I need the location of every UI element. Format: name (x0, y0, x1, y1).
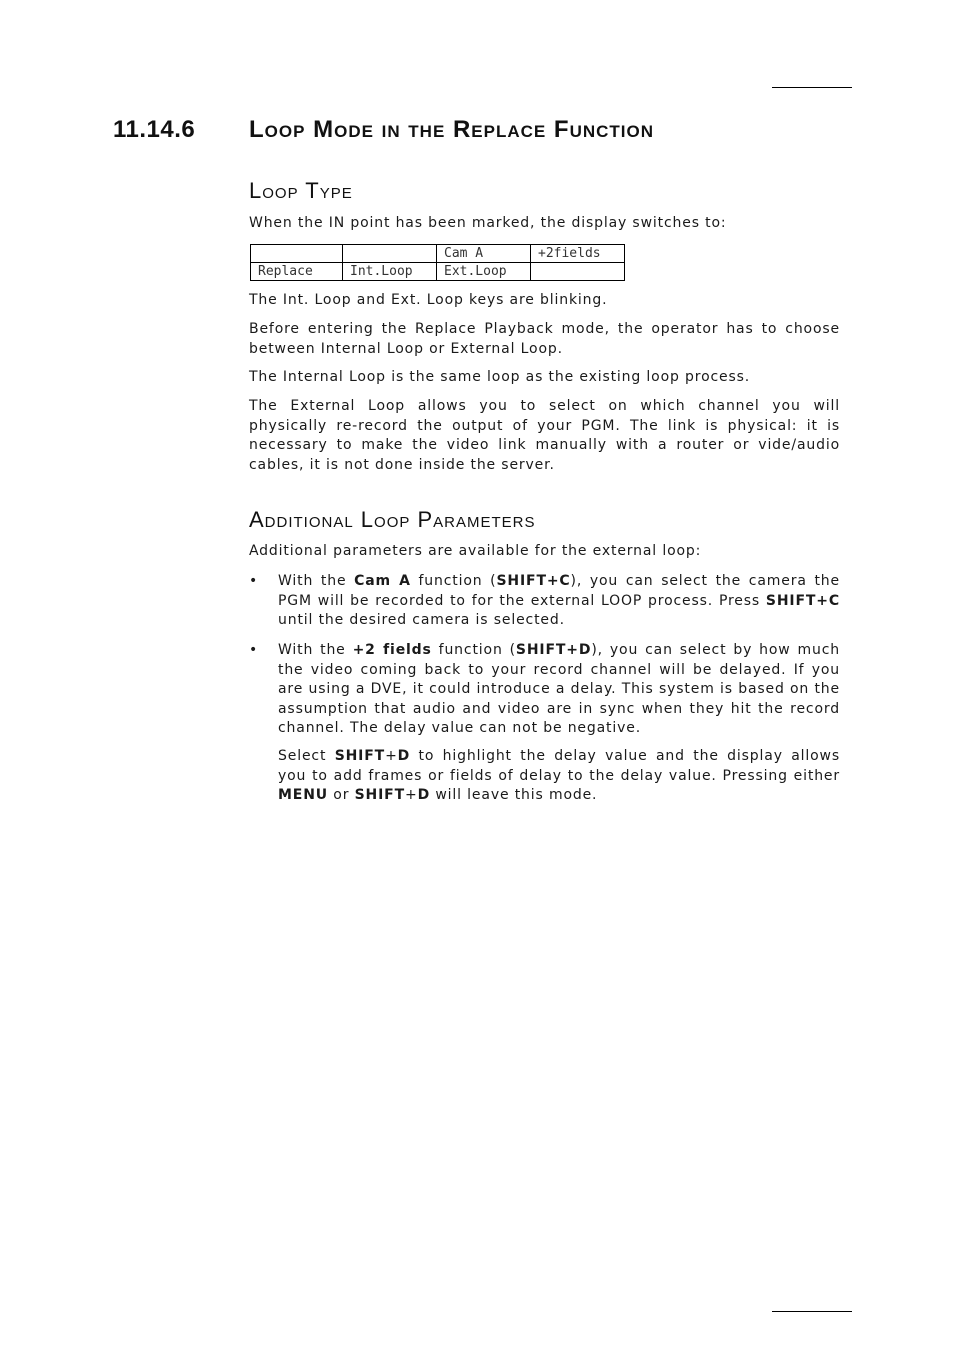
paragraph: The Internal Loop is the same loop as the existing loop process. (249, 369, 751, 385)
display-cell: +2fields (531, 245, 625, 263)
section-number: 11.14.6 (113, 116, 196, 143)
paragraph: The Int. Loop and Ext. Loop keys are blinking. (249, 292, 608, 308)
header-rule (772, 87, 852, 88)
list-item (249, 641, 840, 739)
loop-type-heading: Loop Type (249, 178, 353, 203)
display-row (251, 245, 625, 263)
list-item (249, 572, 840, 631)
display-table (250, 244, 625, 281)
footer-rule (772, 1311, 852, 1312)
display-row (251, 263, 625, 281)
parameter-list (249, 641, 840, 739)
delay-note: Select SHIFT+D to highlight the delay value and the display allows you to add frames or fields of delay to the delay value. Pressing either MENU or SHIFT+D will leave this mode. (278, 748, 840, 803)
additional-intro: Additional parameters are available for the external loop: (249, 543, 702, 559)
bullet-text: With the Cam A function (SHIFT+C), you can select the camera the PGM will be recorded to for the external LOOP process. Press SHIFT+C until the desired camera is selected. (278, 573, 840, 628)
loop-type-intro: When the IN point has been marked, the display switches to: (249, 215, 727, 231)
display-cell (343, 245, 437, 263)
paragraph: Before entering the Replace Playback mode, the operator has to choose between Internal Loop or External Loop. (249, 321, 840, 357)
bullet-text: With the +2 fields function (SHIFT+D), you can select by how much the video coming back to your record channel will be delayed. If you are using a DVE, it could introduce a delay. This system is based on the assumption that audio and video are in sync when they hit the record channel. The delay value can not be negative. (278, 642, 841, 736)
additional-heading: Additional Loop Parameters (249, 507, 536, 532)
paragraph: The External Loop allows you to select on which channel you will physically re-record the output of your PGM. The link is physical: it is necessary to make the video link manually with a router or vide/audio cables, it is not done inside the server. (249, 398, 840, 473)
display-cell: Replace (251, 263, 343, 281)
bullet-icon: • (249, 573, 258, 589)
bullet-icon: • (249, 642, 258, 658)
parameter-list (249, 572, 840, 631)
display-cell: Cam A (437, 245, 531, 263)
display-cell: Ext.Loop (437, 263, 531, 281)
display-cell: Int.Loop (343, 263, 437, 281)
display-cell (251, 245, 343, 263)
section-title: Loop Mode in the Replace Function (249, 116, 655, 143)
section-heading (113, 116, 654, 144)
display-cell (531, 263, 625, 281)
